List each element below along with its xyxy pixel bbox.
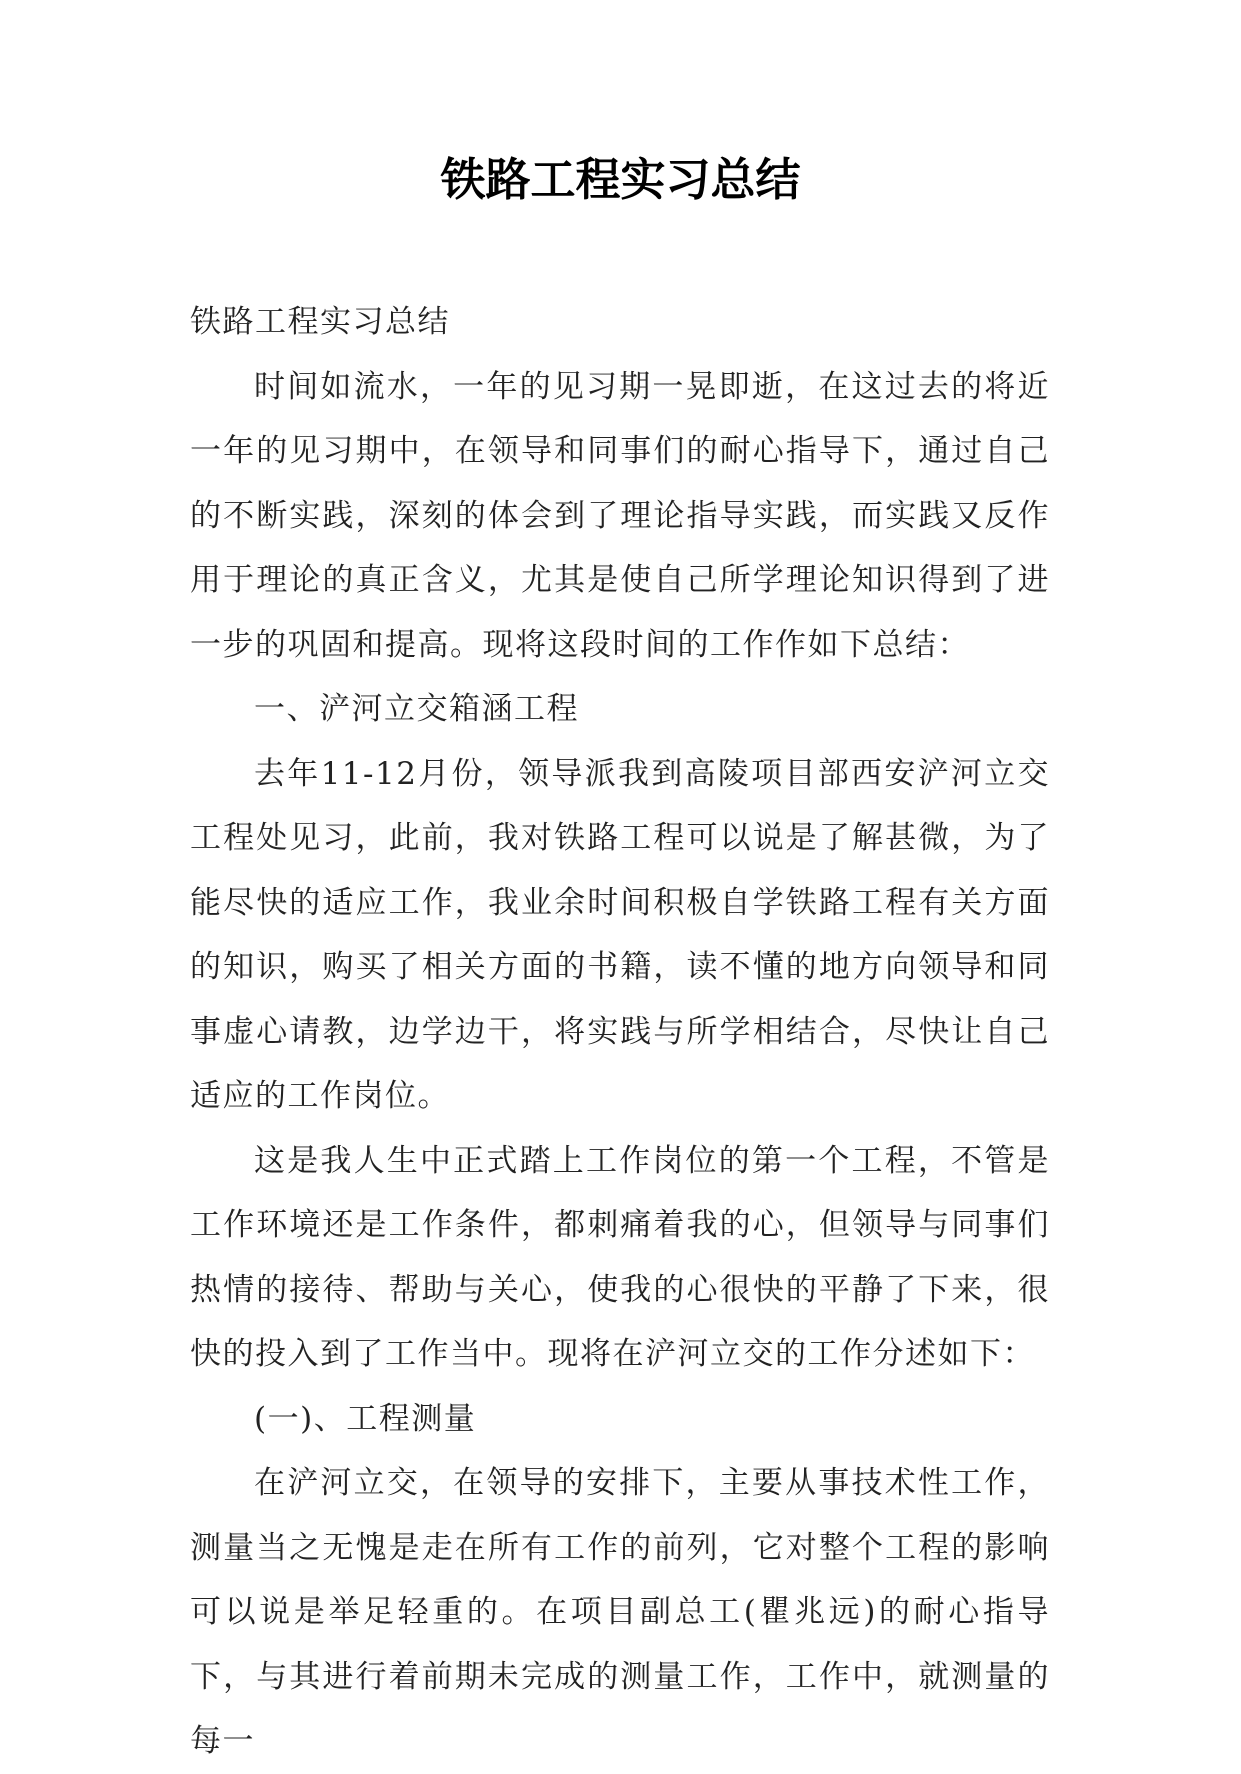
paragraph-heading: 铁路工程实习总结 [190,304,450,340]
paragraph-assignment: 去年11-12月份，领导派我到高陵项目部西安浐河立交工程处见习，此前，我对铁路工程可以说是了解甚微，为了能尽快的适应工作，我业余时间积极自学铁路工程有关方面的知识，购买了相关方面的书籍，读不懂的地方向领导和同事虚心请教，边学边干，将实践与所学相结合，尽快让自己适应的工作岗位。 [190,755,1050,1114]
section-heading: 一、浐河立交箱涵工程 [254,691,579,727]
paragraph-first-project: 这是我人生中正式踏上工作岗位的第一个工程，不管是工作环境还是工作条件，都刺痛着我的心，但领导与同事们热情的接待、帮助与关心，使我的心很快的平静了下来，很快的投入到了工作当中。现将在浐河立交的工作分述如下： [190,1142,1050,1372]
paragraph-intro: 时间如流水，一年的见习期一晃即逝，在这过去的将近一年的见习期中，在领导和同事们的耐心指导下，通过自己的不断实践，深刻的体会到了理论指导实践，而实践又反作用于理论的真正含义，尤其是使自己所学理论知识得到了进一步的巩固和提高。现将这段时间的工作作如下总结： [190,368,1050,663]
subsection-heading: (一)、工程测量 [254,1400,477,1437]
document-body [190,290,1050,1774]
document-title: 铁路工程实习总结 [440,153,801,206]
paragraph-survey: 在浐河立交，在领导的安排下，主要从事技术性工作，测量当之无愧是走在所有工作的前列，它对整个工程的影响可以说是举足轻重的。在项目副总工(瞿兆远)的耐心指导下，与其进行着前期未完成的测量工作，工作中，就测量的每一 [190,1465,1050,1759]
